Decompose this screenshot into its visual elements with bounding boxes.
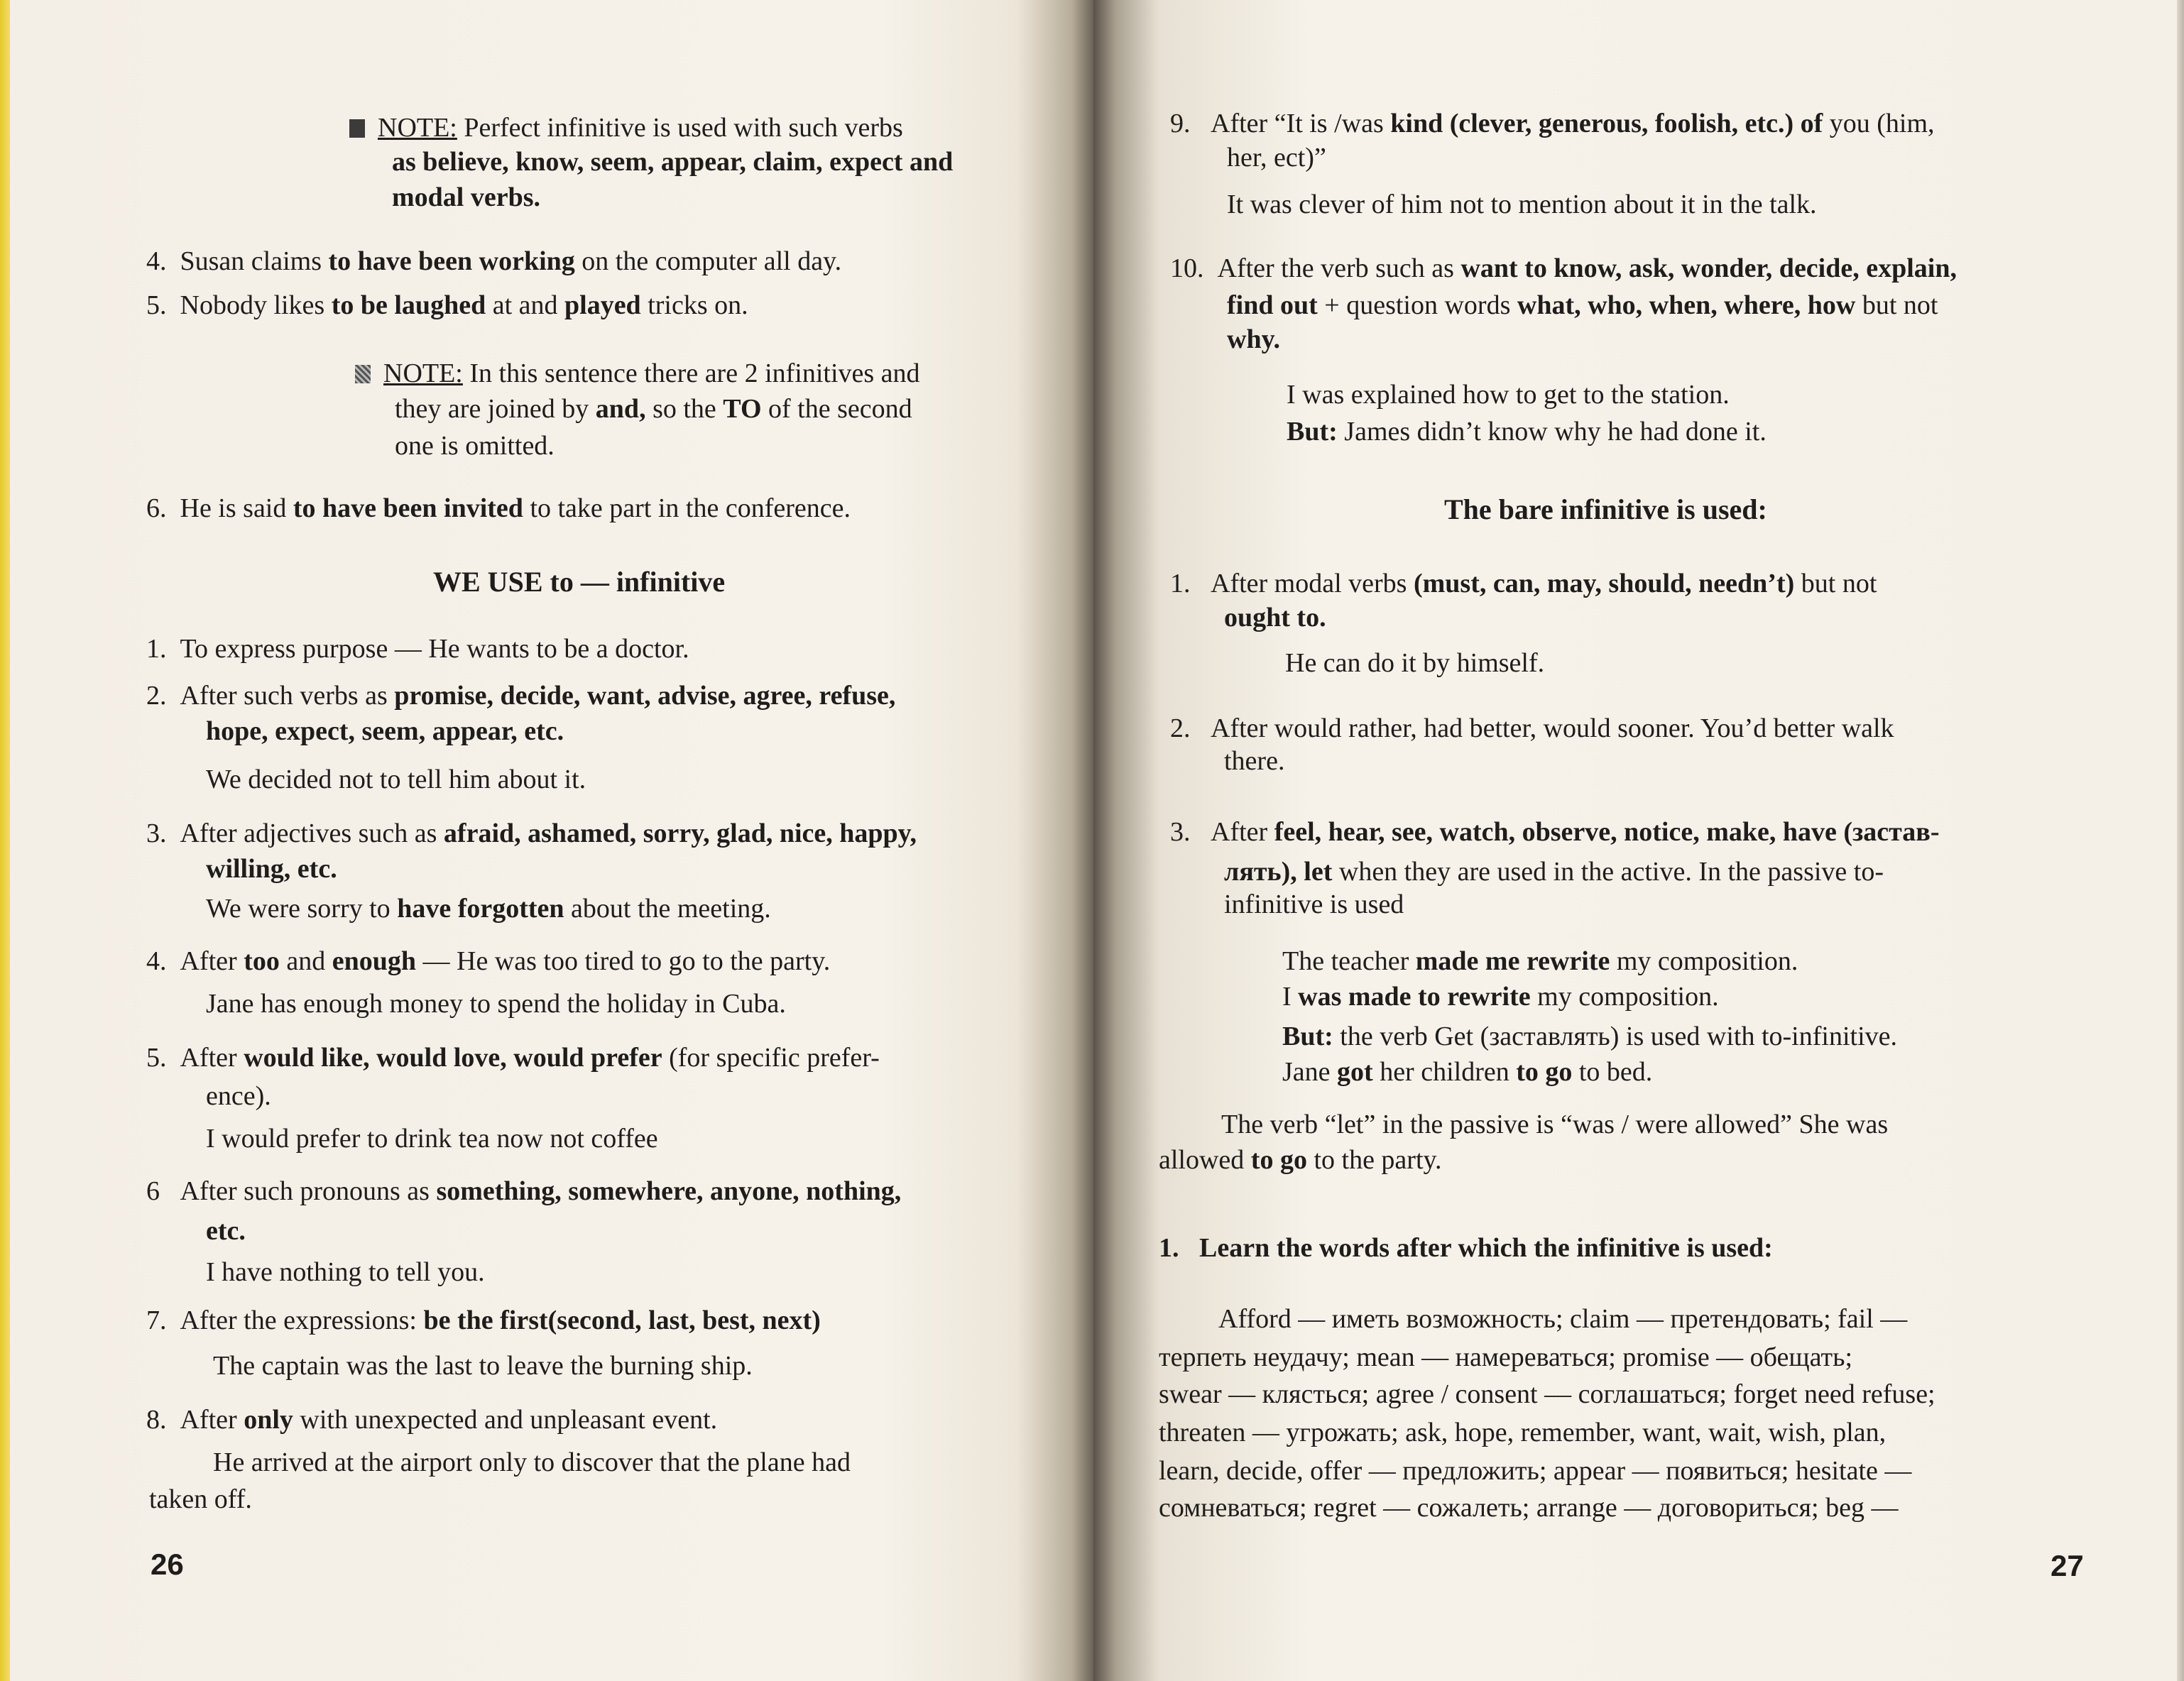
vocab-line-5: learn, decide, offer — предложить; appear — появиться; hesitate —	[1159, 1456, 1912, 1486]
list-item-6-example: I have nothing to tell you.	[206, 1257, 485, 1287]
item-10-line-1: 10. After the verb such as want to know, ask, wonder, decide, explain,	[1170, 253, 1957, 283]
bare-item-3-line-2: лять), let when they are used in the active. In the passive to-	[1224, 857, 1884, 887]
bare-item-1-line-2: ought to.	[1224, 603, 1326, 633]
vocab-line-3: swear — клясться; agree / consent — соглашаться; forget need refuse;	[1159, 1379, 1935, 1409]
list-item-7-example: The captain was the last to leave the burning ship.	[213, 1351, 753, 1381]
item-6: 6. He is said to have been invited to take part in the conference.	[146, 493, 851, 523]
note-1-line-2: as believe, know, seem, appear, claim, expect and	[392, 147, 954, 177]
list-item-5-line-1: 5. After would like, would love, would prefer (for specific prefer-	[146, 1043, 880, 1073]
item-5: 5. Nobody likes to be laughed at and played tricks on.	[146, 290, 748, 320]
let-note-line-2: allowed to go to the party.	[1159, 1145, 1442, 1175]
item-9-example: It was clever of him not to mention about it in the talk.	[1227, 190, 1817, 219]
page-number-right: 27	[2051, 1549, 2084, 1582]
item-10-line-2: find out + question words what, who, when, where, how but not	[1227, 290, 1938, 320]
bare-item-2-line-1: 2. After would rather, had better, would sooner. You’d better walk	[1170, 713, 1894, 743]
item-10-example-1: I was explained how to get to the station.	[1287, 380, 1730, 410]
list-item-4: 4. After too and enough — He was too tired to go to the party.	[146, 946, 831, 976]
list-item-6-line-1: 6 After such pronouns as something, somewhere, anyone, nothing,	[146, 1176, 902, 1206]
note-2-line-2: they are joined by and, so the TO of the second	[395, 394, 912, 424]
list-item-5-example: I would prefer to drink tea now not coffee	[206, 1124, 658, 1154]
list-item-3-line-2: willing, etc.	[206, 854, 337, 884]
bare-item-3-example-3: But: the verb Get (заставлять) is used with to-infinitive.	[1282, 1022, 1897, 1051]
list-item-2-line-2: hope, expect, seem, appear, etc.	[206, 716, 564, 746]
vocab-line-2: терпеть неудачу; mean — намереваться; promise — обещать;	[1159, 1342, 1853, 1372]
list-item-8-example-line-1: He arrived at the airport only to discover that the plane had	[213, 1447, 851, 1477]
list-item-6-line-2: etc.	[206, 1216, 246, 1246]
note-2-line-1: NOTE: In this sentence there are 2 infinitives and	[355, 356, 920, 390]
bare-item-3-line-1: 3. After feel, hear, see, watch, observe, notice, make, have (застав-	[1170, 817, 1940, 847]
list-item-5-line-2: ence).	[206, 1081, 271, 1111]
bare-item-2-line-2: there.	[1224, 746, 1285, 776]
exercise-title: 1. Learn the words after which the infinitive is used:	[1159, 1233, 1773, 1263]
vocab-line-6: сомневаться; regret — сожалеть; arrange — договориться; beg —	[1159, 1493, 1899, 1523]
list-item-7: 7. After the expressions: be the first(second, last, best, next)	[146, 1305, 821, 1335]
bare-item-1-example: He can do it by himself.	[1285, 648, 1545, 678]
bare-item-3-example-2: I was made to rewrite my composition.	[1282, 982, 1719, 1012]
note-1-line-3: modal verbs.	[392, 182, 540, 212]
bare-item-3-example-4: Jane got her children to go to bed.	[1282, 1057, 1653, 1087]
page-number-left: 26	[151, 1548, 184, 1581]
item-9-line-1: 9. After “It is /was kind (clever, generous, foolish, etc.) of you (him,	[1170, 109, 1935, 138]
note-square-icon	[355, 365, 371, 383]
item-10-example-2: But: James didn’t know why he had done it.	[1287, 417, 1767, 447]
list-item-2-line-1: 2. After such verbs as promise, decide, want, advise, agree, refuse,	[146, 681, 896, 711]
page-edge-right	[2177, 0, 2184, 1681]
bare-item-1-line-1: 1. After modal verbs (must, can, may, should, needn’t) but not	[1170, 569, 1877, 598]
bare-item-3-line-3: infinitive is used	[1224, 889, 1404, 919]
vocab-line-4: threaten — угрожать; ask, hope, remember, want, wait, wish, plan,	[1159, 1418, 1887, 1447]
note-square-icon	[349, 119, 365, 138]
list-item-3-example: We were sorry to have forgotten about the meeting.	[206, 894, 771, 924]
list-item-4-example: Jane has enough money to spend the holiday in Cuba.	[206, 989, 786, 1019]
page-edge-yellow	[0, 0, 10, 1681]
list-item-8-example-line-2: taken off.	[149, 1484, 252, 1514]
right-page	[1093, 0, 2184, 1681]
list-item-8: 8. After only with unexpected and unpleasant event.	[146, 1405, 718, 1435]
item-4: 4. Susan claims to have been working on the computer all day.	[146, 246, 842, 276]
item-9-line-2: her, ect)”	[1227, 143, 1326, 173]
vocab-line-1: Afford — иметь возможность; claim — претендовать; fail —	[1218, 1304, 1908, 1334]
section-heading-to-infinitive: WE USE to — infinitive	[433, 566, 726, 598]
note-2-line-3: one is omitted.	[395, 431, 555, 461]
list-item-1: 1. To express purpose — He wants to be a doctor.	[146, 634, 689, 664]
let-note-line-1: The verb “let” in the passive is “was / were allowed” She was	[1221, 1110, 1889, 1139]
bare-item-3-example-1: The teacher made me rewrite my composition.	[1282, 946, 1798, 976]
note-1-line-1: NOTE: Perfect infinitive is used with such verbs	[349, 111, 903, 145]
section-heading-bare-infinitive: The bare infinitive is used:	[1444, 493, 1767, 525]
list-item-3-line-1: 3. After adjectives such as afraid, ashamed, sorry, glad, nice, happy,	[146, 818, 917, 848]
item-10-line-3: why.	[1227, 324, 1280, 354]
list-item-2-example: We decided not to tell him about it.	[206, 765, 586, 794]
